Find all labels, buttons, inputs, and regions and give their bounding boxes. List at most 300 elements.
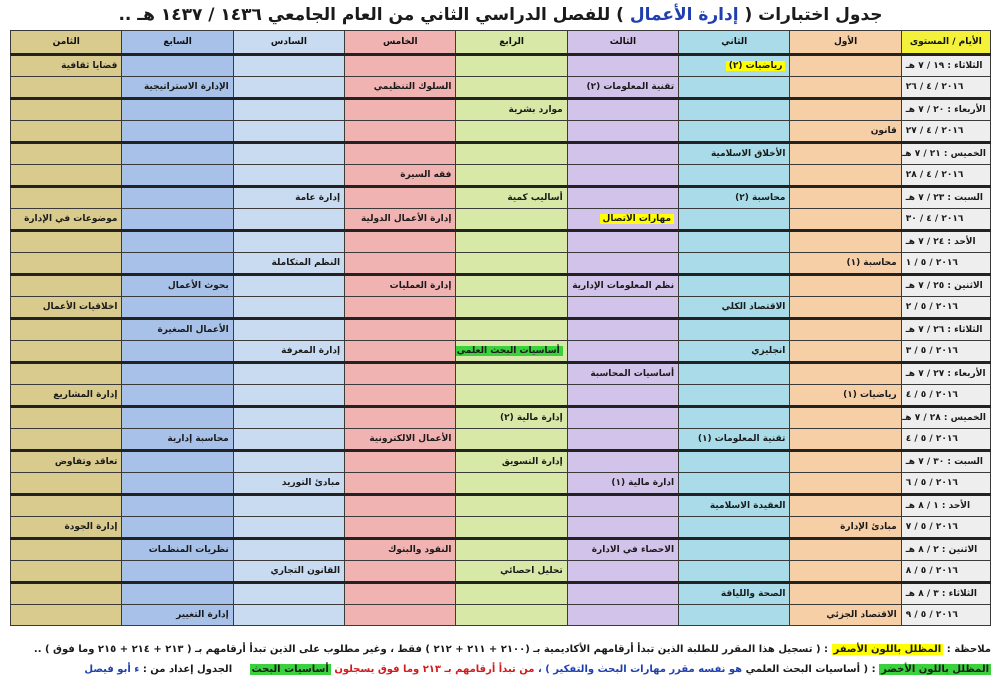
exam-cell [456, 275, 567, 297]
course-name: النظم المتكاملة [271, 258, 341, 268]
exam-cell [790, 473, 901, 495]
exam-cell [790, 341, 901, 363]
exam-cell [122, 143, 233, 165]
exam-cell [456, 605, 567, 626]
note-line-1 [10, 640, 991, 660]
table-row [11, 539, 991, 561]
exam-cell [456, 77, 567, 99]
course-name: نظم المعلومات الإدارية [572, 281, 675, 291]
course-name: إدارة التسويق [501, 457, 563, 467]
note-prepared-by: الجدول إعداد من : [142, 664, 233, 675]
table-row [11, 77, 991, 99]
day-hijri-cell: الأربعاء : ٢٧ / ٧ هـ [901, 363, 990, 385]
exam-cell [679, 209, 790, 231]
table-row [11, 231, 991, 253]
table-row [11, 561, 991, 583]
exam-cell [790, 407, 901, 429]
exam-cell [345, 253, 456, 275]
course-name: إدارة عامة [295, 193, 341, 203]
exam-cell [345, 561, 456, 583]
exam-cell [122, 495, 233, 517]
exam-cell [122, 297, 233, 319]
exam-cell [567, 121, 678, 143]
exam-cell [233, 297, 344, 319]
exam-cell [345, 341, 456, 363]
exam-cell [456, 99, 567, 121]
day-gregorian-cell: ٢٠١٦ / ٥ / ٢ [901, 297, 990, 319]
exam-cell [11, 121, 122, 143]
exam-cell [790, 253, 901, 275]
exam-cell [122, 341, 233, 363]
exam-cell [790, 517, 901, 539]
exam-cell [790, 143, 901, 165]
course-name: انجليزي [751, 346, 786, 356]
exam-cell [122, 275, 233, 297]
course-name: إدارة العمليات [389, 281, 452, 291]
exam-cell [456, 209, 567, 231]
header-level-7: السابع [122, 31, 233, 55]
title-part-1: جدول اختبارات ( [744, 5, 883, 25]
exam-cell [790, 363, 901, 385]
exam-cell [567, 385, 678, 407]
day-gregorian-cell: ٢٠١٦ / ٥ / ٧ [901, 517, 990, 539]
exam-cell [679, 495, 790, 517]
table-row [11, 209, 991, 231]
exam-cell [790, 539, 901, 561]
course-name: الاحصاء في الادارة [591, 545, 675, 555]
day-gregorian-cell: ٢٠١٦ / ٥ / ٩ [901, 605, 990, 626]
exam-cell [11, 77, 122, 99]
note-label: ملاحظة : [946, 644, 991, 655]
table-row [11, 605, 991, 626]
table-row [11, 165, 991, 187]
exam-cell [567, 165, 678, 187]
exam-cell [233, 121, 344, 143]
exam-cell [456, 583, 567, 605]
course-name: محاسبة إدارية [167, 434, 229, 444]
exam-cell [122, 77, 233, 99]
exam-cell [456, 231, 567, 253]
course-name: مبادئ الإدارة [840, 522, 897, 532]
exam-cell [456, 561, 567, 583]
course-name: إدارة المشاريع [53, 390, 118, 400]
exam-cell [233, 341, 344, 363]
exam-cell [233, 429, 344, 451]
day-gregorian-cell: ٢٠١٦ / ٥ / ٣ [901, 341, 990, 363]
course-name: الأعمال الالكترونية [369, 434, 452, 444]
exam-cell [11, 539, 122, 561]
exam-cell [233, 77, 344, 99]
exam-cell [456, 253, 567, 275]
day-hijri-cell: الأحد : ٢٤ / ٧ هـ [901, 231, 990, 253]
exam-cell [790, 495, 901, 517]
table-row [11, 55, 991, 77]
exam-cell [11, 209, 122, 231]
table-row [11, 275, 991, 297]
exam-cell [233, 55, 344, 77]
exam-cell [790, 275, 901, 297]
exam-cell [567, 495, 678, 517]
table-row [11, 319, 991, 341]
exam-cell [679, 231, 790, 253]
exam-cell [233, 253, 344, 275]
exam-cell [790, 561, 901, 583]
exam-cell [456, 297, 567, 319]
exam-cell [233, 473, 344, 495]
course-name: تقنية المعلومات (١) [697, 434, 786, 444]
course-name: اخلاقيات الأعمال [42, 302, 118, 312]
exam-cell [122, 517, 233, 539]
exam-cell [679, 275, 790, 297]
exam-cell [456, 121, 567, 143]
exam-cell [345, 99, 456, 121]
day-gregorian-cell: ٢٠١٦ / ٥ / ٨ [901, 561, 990, 583]
day-hijri-cell: الاثنين : ٢ / ٨ هـ [901, 539, 990, 561]
course-name: الاقتصاد الجزئي [826, 610, 897, 620]
exam-cell [122, 429, 233, 451]
exam-cell [11, 517, 122, 539]
exam-cell [679, 561, 790, 583]
exam-cell [456, 187, 567, 209]
course-name: بحوث الأعمال [167, 281, 229, 291]
exam-cell [345, 319, 456, 341]
header-level-1: الأول [790, 31, 901, 55]
exam-cell [456, 341, 567, 363]
day-hijri-cell: الثلاثاء : ٢٦ / ٧ هـ [901, 319, 990, 341]
day-hijri-cell: الاثنين : ٢٥ / ٧ هـ [901, 275, 990, 297]
exam-cell [122, 231, 233, 253]
notes-section [10, 640, 991, 680]
course-name: إدارة الجودة [64, 522, 118, 532]
exam-cell [345, 451, 456, 473]
course-name: محاسبة (١) [846, 258, 897, 268]
exam-cell [122, 363, 233, 385]
exam-cell [790, 451, 901, 473]
exam-cell [233, 539, 344, 561]
exam-cell [11, 583, 122, 605]
course-name: الاقتصاد الكلي [721, 302, 786, 312]
exam-cell [122, 121, 233, 143]
exam-cell [790, 231, 901, 253]
header-level-3: الثالث [567, 31, 678, 55]
exam-cell [11, 231, 122, 253]
exam-cell [567, 231, 678, 253]
exam-cell [122, 99, 233, 121]
exam-cell [456, 473, 567, 495]
course-name: إدارة مالية (٢) [499, 413, 563, 423]
exam-cell [790, 429, 901, 451]
course-name: ادارة مالية (١) [611, 478, 675, 488]
header-level-4: الرابع [456, 31, 567, 55]
exam-cell [456, 429, 567, 451]
header-row [11, 31, 991, 55]
exam-cell [233, 143, 344, 165]
exam-cell [567, 605, 678, 626]
exam-cell [567, 253, 678, 275]
exam-cell [122, 385, 233, 407]
course-name: قانون [870, 126, 897, 136]
exam-cell [233, 407, 344, 429]
header-level-8: الثامن [11, 31, 122, 55]
course-name: القانون التجاري [270, 566, 341, 576]
course-name: موارد بشرية [508, 105, 563, 115]
exam-cell [11, 99, 122, 121]
exam-cell [345, 187, 456, 209]
day-gregorian-cell: ٢٠١٦ / ٤ / ٢٦ [901, 77, 990, 99]
note-green-text-a: : ( أساسيات البحث العلمي [745, 664, 876, 675]
exam-cell [790, 209, 901, 231]
table-row [11, 385, 991, 407]
course-name: الأعمال الصغيرة [157, 325, 229, 335]
course-name: السلوك التنظيمي [373, 82, 452, 92]
table-row [11, 143, 991, 165]
day-gregorian-cell: ٢٠١٦ / ٥ / ١ [901, 253, 990, 275]
day-hijri-cell: الخميس : ٢٨ / ٧ هـ [901, 407, 990, 429]
exam-cell [11, 407, 122, 429]
exam-cell [456, 143, 567, 165]
exam-cell [679, 187, 790, 209]
exam-cell [122, 319, 233, 341]
course-name: أساليب كمية [507, 193, 563, 203]
exam-cell [122, 187, 233, 209]
exam-cell [233, 561, 344, 583]
exam-cell [122, 561, 233, 583]
exam-cell [345, 55, 456, 77]
exam-cell [679, 605, 790, 626]
exam-cell [567, 297, 678, 319]
exam-cell [679, 297, 790, 319]
exam-cell [456, 495, 567, 517]
exam-cell [679, 319, 790, 341]
day-hijri-cell: الخميس : ٢١ / ٧ هـ [901, 143, 990, 165]
exam-cell [679, 539, 790, 561]
table-row [11, 99, 991, 121]
exam-cell [345, 143, 456, 165]
exam-cell [233, 231, 344, 253]
exam-cell [122, 583, 233, 605]
exam-cell [790, 385, 901, 407]
day-hijri-cell: الثلاثاء : ٣ / ٨ هـ [901, 583, 990, 605]
exam-cell [11, 473, 122, 495]
exam-cell [790, 319, 901, 341]
exam-cell [11, 429, 122, 451]
course-name: إدارة الأعمال الدولية [360, 214, 452, 224]
exam-cell [122, 605, 233, 626]
exam-cell [122, 165, 233, 187]
day-hijri-cell: الثلاثاء : ١٩ / ٧ هـ [901, 55, 990, 77]
course-name: موضوعات في الإدارة [24, 214, 118, 224]
title-department: إدارة الأعمال [629, 5, 739, 25]
exam-cell [345, 209, 456, 231]
exam-cell [567, 429, 678, 451]
course-name: إدارة التغيير [176, 610, 229, 620]
exam-cell [11, 341, 122, 363]
exam-cell [233, 187, 344, 209]
exam-cell [679, 341, 790, 363]
exam-cell [122, 451, 233, 473]
exam-cell [567, 55, 678, 77]
exam-cell [345, 517, 456, 539]
exam-cell [567, 319, 678, 341]
note-green-text-c: من تبدأ أرقامهم بـ ٢١٣ وما فوق يسجلون [334, 664, 535, 675]
exam-cell [567, 561, 678, 583]
header-days-level: الأيام / المستوى [901, 31, 990, 55]
table-row [11, 495, 991, 517]
header-level-5: الخامس [345, 31, 456, 55]
exam-cell [790, 605, 901, 626]
exam-cell [456, 363, 567, 385]
day-gregorian-cell: ٢٠١٦ / ٥ / ٤ [901, 385, 990, 407]
course-name: فقه السيرة [400, 170, 452, 180]
exam-cell [567, 583, 678, 605]
exam-cell [456, 539, 567, 561]
day-gregorian-cell: ٢٠١٦ / ٤ / ٣٠ [901, 209, 990, 231]
course-name: أساسيات المحاسبة [590, 369, 675, 379]
exam-cell [567, 143, 678, 165]
note-green-tag: المظلل باللون الأخضر [881, 664, 989, 675]
exam-cell [456, 55, 567, 77]
exam-cell [679, 385, 790, 407]
table-row [11, 253, 991, 275]
exam-cell [11, 385, 122, 407]
exam-cell [233, 605, 344, 626]
exam-cell [11, 451, 122, 473]
course-name: إدارة المعرفة [281, 346, 341, 356]
exam-cell [567, 275, 678, 297]
exam-schedule-table [10, 30, 991, 626]
exam-cell [679, 55, 790, 77]
exam-cell [122, 55, 233, 77]
day-gregorian-cell: ٢٠١٦ / ٤ / ٢٧ [901, 121, 990, 143]
exam-cell [345, 407, 456, 429]
course-name: رياضيات (٢) [726, 61, 786, 71]
day-hijri-cell: الأحد : ١ / ٨ هـ [901, 495, 990, 517]
day-hijri-cell: الأربعاء : ٢٠ / ٧ هـ [901, 99, 990, 121]
table-row [11, 297, 991, 319]
course-name: الإدارة الاستراتيجية [143, 82, 229, 92]
course-name: العقيدة الاسلامية [709, 501, 786, 511]
exam-cell [567, 99, 678, 121]
note-line-2 [10, 660, 991, 680]
exam-cell [233, 517, 344, 539]
header-level-6: السادس [233, 31, 344, 55]
exam-cell [790, 99, 901, 121]
exam-cell [679, 143, 790, 165]
exam-cell [567, 451, 678, 473]
exam-cell [122, 209, 233, 231]
table-row [11, 583, 991, 605]
exam-cell [679, 583, 790, 605]
exam-cell [11, 253, 122, 275]
exam-cell [567, 539, 678, 561]
exam-cell [345, 275, 456, 297]
exam-cell [233, 99, 344, 121]
course-name: قضايا ثقافية [61, 61, 118, 71]
course-name: تقنية المعلومات (٢) [586, 82, 675, 92]
exam-cell [345, 385, 456, 407]
course-name: أساسيات البحث العلمي [456, 346, 563, 356]
exam-cell [567, 517, 678, 539]
exam-cell [233, 275, 344, 297]
exam-cell [11, 187, 122, 209]
exam-cell [233, 165, 344, 187]
exam-cell [233, 209, 344, 231]
exam-cell [679, 165, 790, 187]
exam-cell [122, 473, 233, 495]
course-name: نظريات المنظمات [148, 545, 229, 555]
exam-cell [345, 605, 456, 626]
table-row [11, 341, 991, 363]
exam-cell [567, 77, 678, 99]
course-name: رياضيات (١) [843, 390, 897, 400]
exam-cell [679, 99, 790, 121]
exam-cell [345, 231, 456, 253]
course-name: مبادئ التوريد [281, 478, 341, 488]
page-title [0, 2, 1001, 28]
exam-cell [11, 605, 122, 626]
exam-cell [11, 297, 122, 319]
exam-cell [790, 77, 901, 99]
day-gregorian-cell: ٢٠١٦ / ٤ / ٢٨ [901, 165, 990, 187]
exam-cell [567, 187, 678, 209]
exam-cell [679, 253, 790, 275]
exam-cell [345, 363, 456, 385]
exam-cell [790, 187, 901, 209]
exam-cell [233, 583, 344, 605]
note-yellow-text: : ( تسجيل هذا المقرر للطلبة الذين تبدأ أرقامهم الأكاديمية بـ (٢١٠٠ + ٢١١ + ٢١٢ ) فقط ، وغير مطلوب على الذين تبدأ أرقامهم بـ ( ٢١٣ + ٢١٤ + ٢١٥ وما فوق ) .. [33, 644, 829, 655]
exam-cell [456, 385, 567, 407]
exam-cell [679, 363, 790, 385]
exam-cell [790, 583, 901, 605]
exam-cell [11, 143, 122, 165]
exam-cell [11, 165, 122, 187]
table-row [11, 473, 991, 495]
exam-cell [679, 121, 790, 143]
table-row [11, 451, 991, 473]
exam-cell [456, 165, 567, 187]
exam-cell [122, 539, 233, 561]
table-row [11, 187, 991, 209]
exam-cell [233, 495, 344, 517]
course-name: تعاقد وتفاوض [54, 457, 118, 467]
note-author: ء أبو فيصل [84, 664, 140, 675]
note-yellow-tag: المظلل باللون الأصفر [833, 644, 942, 655]
day-gregorian-cell: ٢٠١٦ / ٥ / ٦ [901, 473, 990, 495]
table-row [11, 121, 991, 143]
exam-cell [345, 77, 456, 99]
day-gregorian-cell: ٢٠١٦ / ٥ / ٤ [901, 429, 990, 451]
day-hijri-cell: السبت : ٣٠ / ٧ هـ [901, 451, 990, 473]
exam-cell [345, 583, 456, 605]
exam-cell [679, 517, 790, 539]
exam-cell [11, 363, 122, 385]
exam-cell [790, 165, 901, 187]
exam-cell [456, 517, 567, 539]
exam-cell [11, 319, 122, 341]
exam-cell [790, 121, 901, 143]
exam-cell [233, 451, 344, 473]
exam-cell [456, 407, 567, 429]
exam-cell [679, 429, 790, 451]
exam-cell [11, 561, 122, 583]
table-row [11, 363, 991, 385]
table-row [11, 517, 991, 539]
exam-cell [679, 451, 790, 473]
schedule-body [11, 55, 991, 626]
day-hijri-cell: السبت : ٢٣ / ٧ هـ [901, 187, 990, 209]
exam-cell [122, 407, 233, 429]
exam-cell [122, 253, 233, 275]
